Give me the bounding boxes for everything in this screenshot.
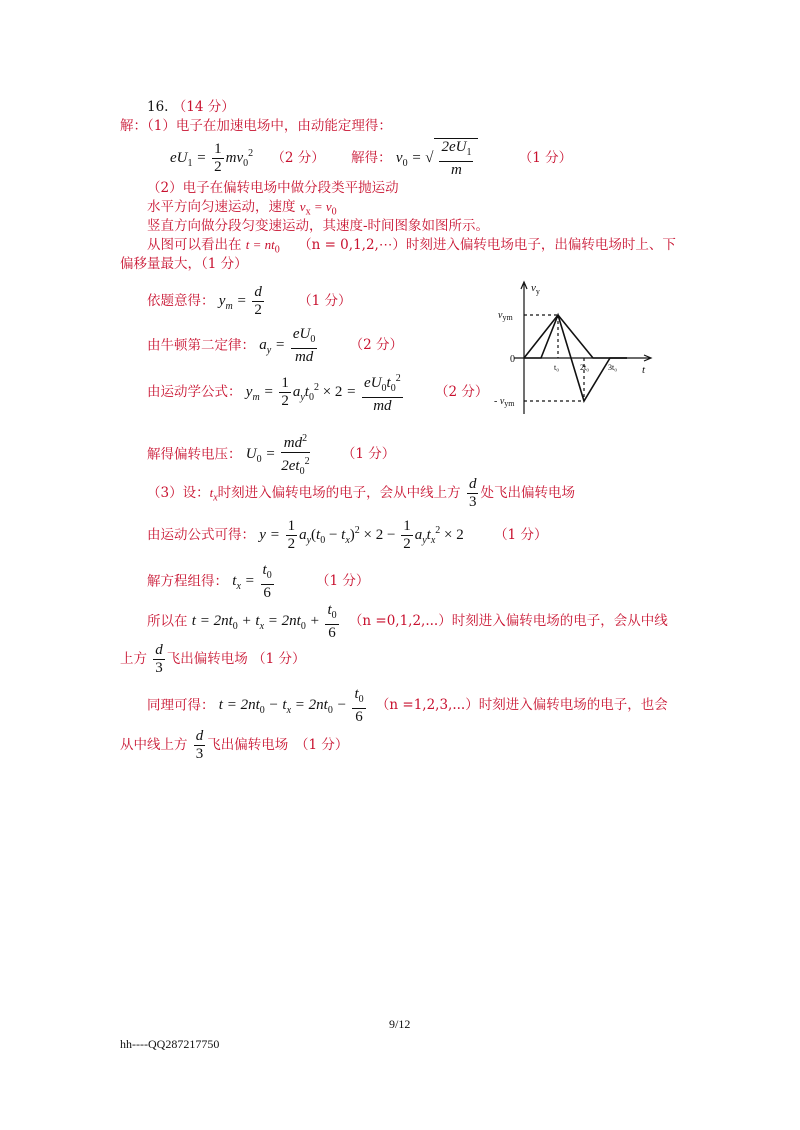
paren-open: （ — [298, 237, 312, 253]
ay-equation: $a_y$ = $\frac{eU_0}{md}$ — [259, 326, 316, 365]
part3-setup-tail: 处飞出偏转电场 — [480, 484, 575, 501]
so-label: 所以在 — [147, 613, 188, 630]
part2-line5: 偏移量最大，（1 分） — [120, 256, 248, 272]
ym-equation: $y_m$ = $\frac{d}{2}$ — [218, 284, 262, 318]
kinematics-label: 由运动学公式： — [147, 383, 242, 400]
x-axis-label: t — [642, 364, 646, 376]
origin-label: 0 — [510, 354, 515, 365]
ym-kinematics-equation: $y_m$ = $\frac{1}{2}$ $a_yt_0^2 \times 2$ = $\frac{eU_0t_0^2}{md}$ — [246, 384, 405, 400]
part3-setup: （3）设： — [147, 484, 210, 501]
motion-eq-label: 由运动公式可得： — [147, 526, 255, 543]
source-footer: hh----QQ287217750 — [120, 1037, 220, 1051]
tick-t0: t₀ — [554, 363, 560, 372]
kinematics-line — [147, 370, 488, 415]
y-displacement-equation: y = $\frac{1}{2}$ $a_y(t_0 - t_x)^2 \times 2$ − $\frac{1}{2}$ $a_yt_x^2 \times 2$ — [259, 518, 464, 552]
v0-equation: $v_0$ = √ $\frac{2eU_1}{m}$ — [396, 150, 479, 166]
solve-score: （1 分） — [316, 573, 370, 590]
from-figure-text: 从图可以看出在 — [147, 237, 242, 253]
neg-vym-label: - $v_{ym}$ — [494, 396, 515, 408]
tick-3t0: 3t₀ — [608, 363, 618, 372]
similar-tail: 飞出偏转电场 （1 分） — [207, 736, 349, 753]
motion-eq-score: （1 分） — [494, 526, 548, 543]
u0-equation: $U_0$ = $\frac{md^2}{2et_0^2}$ — [246, 446, 312, 462]
solve-line — [147, 562, 369, 602]
part3-setup-mid: 时刻进入偏转电场的电子，会从中线上方 — [217, 484, 461, 501]
solve-label: 解得： — [351, 149, 392, 166]
score-1-point: （1 分） — [518, 149, 573, 166]
u0-label: 解得偏转电压： — [147, 446, 242, 463]
d-over-3: $\frac{d}{3}$ — [468, 476, 477, 510]
problem-number-text: 16. — [147, 99, 169, 115]
solve-system-label: 解方程组得： — [147, 573, 228, 590]
newton-label: 由牛顿第二定律： — [147, 337, 255, 354]
velocity-curve-1 — [524, 315, 627, 358]
problem-points: （14 分） — [172, 99, 235, 115]
u0-score: （1 分） — [341, 446, 396, 463]
vym-label: $v_{ym}$ — [498, 310, 513, 322]
newton-line — [147, 326, 403, 366]
energy-equation: $eU_1$ = $\frac{1}{2}$ $mv_0^2$ — [170, 141, 254, 175]
given-score: （1 分） — [298, 292, 352, 309]
tx-symbol: $t_x$ — [209, 484, 218, 504]
part1-equation-line — [170, 138, 572, 179]
similar-label: 同理可得： — [147, 697, 215, 714]
tx-equation: $t_x$ = $\frac{t_0}{6}$ — [232, 562, 272, 601]
part2-line3: 竖直方向做分段匀变速运动，其速度-时间图象如图所示。 — [147, 218, 490, 234]
t-equals-nt0: $t = nt_0$ — [245, 237, 280, 256]
similar-line2 — [120, 728, 348, 763]
part3-line1 — [147, 476, 575, 511]
similar-head: 从中线上方 — [120, 736, 188, 753]
so-d-over-3: $\frac{d}{3}$ — [155, 642, 163, 676]
part1-intro: 解：（1）电子在加速电场中，由动能定理得： — [120, 118, 392, 134]
given-label: 依题意得： — [147, 292, 215, 309]
y-axis-label: $v_y$ — [531, 282, 540, 296]
so-head: 上方 — [120, 650, 147, 667]
n-range-text: n = 0,1,2,⋯）时刻进入偏转电场电子，出偏转电场时上、下 — [311, 237, 676, 253]
similar-range-text: （n =1,2,3,...）时刻进入偏转电场的电子，也会 — [375, 697, 668, 714]
so-tail: 飞出偏转电场 （1 分） — [166, 650, 306, 667]
score-2-points: （2 分） — [271, 149, 325, 166]
page-number: 9/12 — [389, 1017, 411, 1031]
u0-line — [147, 430, 395, 480]
vx-equation: $v_x = v_0$ — [299, 199, 337, 218]
similar-line — [147, 686, 668, 726]
tick-2t0: 2t₀ — [580, 363, 590, 372]
kinematics-score: （2 分） — [435, 383, 489, 400]
t-minus-equation: $t = 2nt_0 - t_x = 2nt_0$ − $\frac{t_0}{6}$ — [218, 686, 364, 725]
so-line2 — [120, 642, 305, 677]
given-line — [147, 284, 352, 319]
problem-number — [147, 99, 235, 115]
similar-d-over-3: $\frac{d}{3}$ — [195, 728, 204, 762]
vt-graph — [484, 278, 654, 418]
horizontal-motion-text: 水平方向匀速运动，速度 — [147, 199, 296, 215]
part2-line1: （2）电子在偏转电场中做分段类平抛运动 — [147, 180, 399, 196]
motion-eq-line — [147, 518, 547, 553]
so-range-text: （n =0,1,2,...）时刻进入偏转电场的电子，会从中线 — [348, 613, 668, 630]
newton-score: （2 分） — [349, 337, 404, 354]
so-line — [147, 602, 668, 642]
t-plus-equation: $t = 2nt_0 + t_x = 2nt_0$ + $\frac{t_0}{6}$ — [191, 602, 337, 641]
